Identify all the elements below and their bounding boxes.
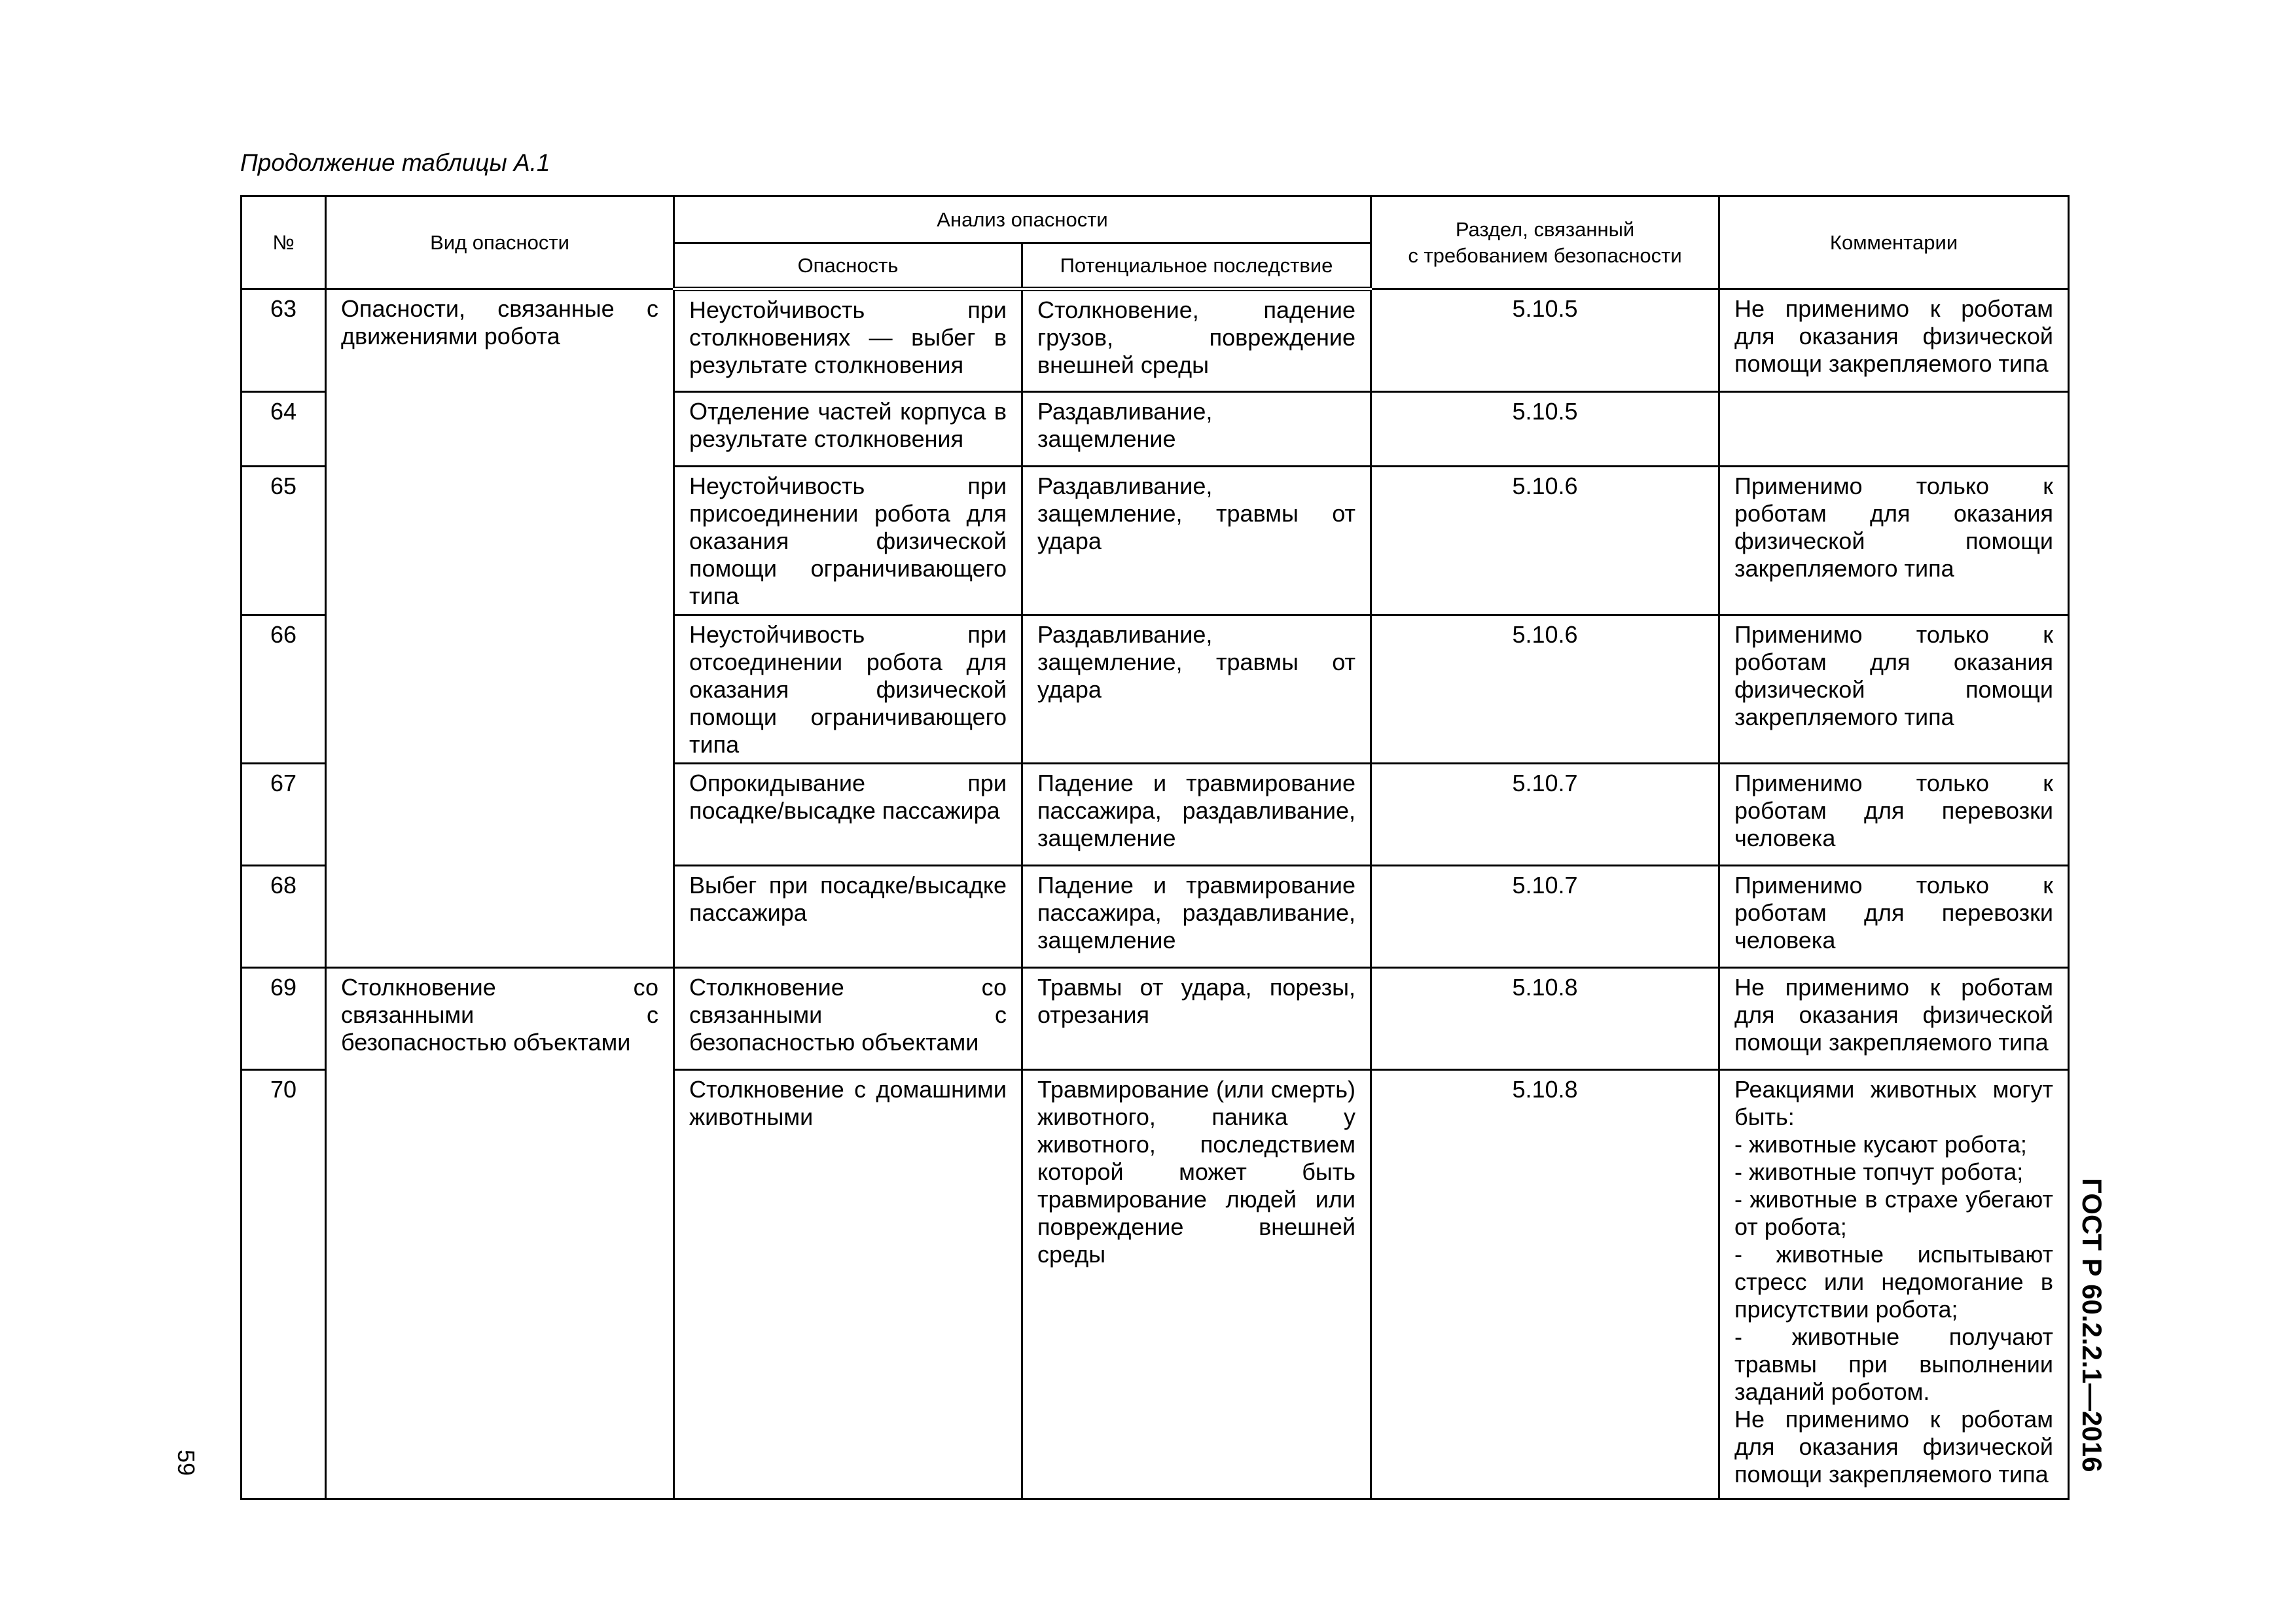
consequence-cell: Раздавливание, защемление, травмы от удара bbox=[1022, 467, 1371, 615]
header-section-line1: Раздел, связанный bbox=[1455, 217, 1635, 241]
table-row bbox=[242, 968, 2069, 1070]
section-cell: 5.10.8 bbox=[1371, 1070, 1719, 1499]
consequence-cell: Травмы от удара, порезы, отрезания bbox=[1022, 968, 1371, 1070]
section-cell: 5.10.7 bbox=[1371, 764, 1719, 866]
consequence-cell: Падение и травмирование пассажира, раздавливание, защемление bbox=[1022, 866, 1371, 968]
comment-line: - животные топчут робота; bbox=[1734, 1158, 2024, 1185]
row-num: 70 bbox=[242, 1070, 326, 1499]
header-hazard-type: Вид опасности bbox=[326, 196, 674, 289]
hazard-cell: Неустойчивость при отсоединении робота для оказания физической помощи ограничивающего типа bbox=[674, 615, 1022, 764]
row-num: 66 bbox=[242, 615, 326, 764]
section-cell: 5.10.6 bbox=[1371, 467, 1719, 615]
comment-cell bbox=[1719, 392, 2069, 467]
row-num: 68 bbox=[242, 866, 326, 968]
section-cell: 5.10.8 bbox=[1371, 968, 1719, 1070]
section-cell: 5.10.7 bbox=[1371, 866, 1719, 968]
comment-cell: Применимо только к роботам для перевозки человека bbox=[1719, 866, 2069, 968]
section-cell: 5.10.5 bbox=[1371, 392, 1719, 467]
hazard-type-cell: Опасности, связанные с движениями робота bbox=[326, 289, 674, 968]
header-section bbox=[1371, 196, 1719, 289]
section-cell: 5.10.6 bbox=[1371, 615, 1719, 764]
hazard-cell: Опрокидывание при посадке/высадке пассажира bbox=[674, 764, 1022, 866]
header-consequence: Потенциальное последствие bbox=[1022, 243, 1371, 289]
header-hazard: Опасность bbox=[674, 243, 1022, 289]
row-num: 63 bbox=[242, 289, 326, 392]
consequence-cell: Раздавливание, защемление bbox=[1022, 392, 1371, 467]
comment-cell: Применимо только к роботам для оказания физической помощи закрепляемого типа bbox=[1719, 467, 2069, 615]
hazard-cell: Столкновение со связанными с безопасностью объектами bbox=[674, 968, 1022, 1070]
hazard-type-cell: Столкновение со связанными с безопасностью объектами bbox=[326, 968, 674, 1499]
header-num: № bbox=[242, 196, 326, 289]
comment-line: - животные испытывают стресс или недомогание в присутствии робота; bbox=[1734, 1241, 2054, 1323]
row-num: 69 bbox=[242, 968, 326, 1070]
hazard-cell: Выбег при посадке/высадке пассажира bbox=[674, 866, 1022, 968]
header-analysis: Анализ опасности bbox=[674, 196, 1371, 243]
row-num: 64 bbox=[242, 392, 326, 467]
consequence-cell: Падение и травмирование пассажира, раздавливание, защемление bbox=[1022, 764, 1371, 866]
comment-cell: Не применимо к роботам для оказания физической помощи закрепляемого типа bbox=[1719, 289, 2069, 392]
hazard-cell: Столкновение с домашними животными bbox=[674, 1070, 1022, 1499]
comment-cell: Не применимо к роботам для оказания физической помощи закрепляемого типа bbox=[1719, 968, 2069, 1070]
hazard-cell: Отделение частей корпуса в результате столкновения bbox=[674, 392, 1022, 467]
comment-line: Реакциями животных могут быть: bbox=[1734, 1076, 2054, 1130]
consequence-cell: Травмирование (или смерть) животного, паника у животного, последствием которой может быть травмирование людей или повреждение внешней среды bbox=[1022, 1070, 1371, 1499]
hazard-cell: Неустойчивость при присоединении робота для оказания физической помощи ограничивающего типа bbox=[674, 467, 1022, 615]
hazard-table bbox=[240, 195, 2070, 1500]
comment-cell: Применимо только к роботам для оказания физической помощи закрепляемого типа bbox=[1719, 615, 2069, 764]
comment-cell bbox=[1719, 1070, 2069, 1499]
document-title: ГОСТ Р 60.2.2.1—2016 bbox=[2077, 1178, 2108, 1472]
comment-line: - животные кусают робота; bbox=[1734, 1131, 2027, 1158]
row-num: 65 bbox=[242, 467, 326, 615]
header-section-line2: с требованием безопасности bbox=[1408, 243, 1682, 267]
consequence-cell: Столкновение, падение грузов, повреждение внешней среды bbox=[1022, 289, 1371, 392]
comment-line: - животные получают травмы при выполнении заданий роботом. bbox=[1734, 1323, 2054, 1405]
comment-line: - животные в страхе убегают от робота; bbox=[1734, 1186, 2054, 1240]
table-caption: Продолжение таблицы А.1 bbox=[240, 149, 550, 176]
page-number: 59 bbox=[173, 1450, 200, 1476]
comment-cell: Применимо только к роботам для перевозки человека bbox=[1719, 764, 2069, 866]
consequence-cell: Раздавливание, защемление, травмы от удара bbox=[1022, 615, 1371, 764]
row-num: 67 bbox=[242, 764, 326, 866]
header-comments: Комментарии bbox=[1719, 196, 2069, 289]
hazard-cell: Неустойчивость при столкновениях — выбег в результате столкновения bbox=[674, 289, 1022, 392]
comment-line: Не применимо к роботам для оказания физической помощи закрепляемого типа bbox=[1734, 1406, 2054, 1488]
table-row bbox=[242, 289, 2069, 392]
section-cell: 5.10.5 bbox=[1371, 289, 1719, 392]
